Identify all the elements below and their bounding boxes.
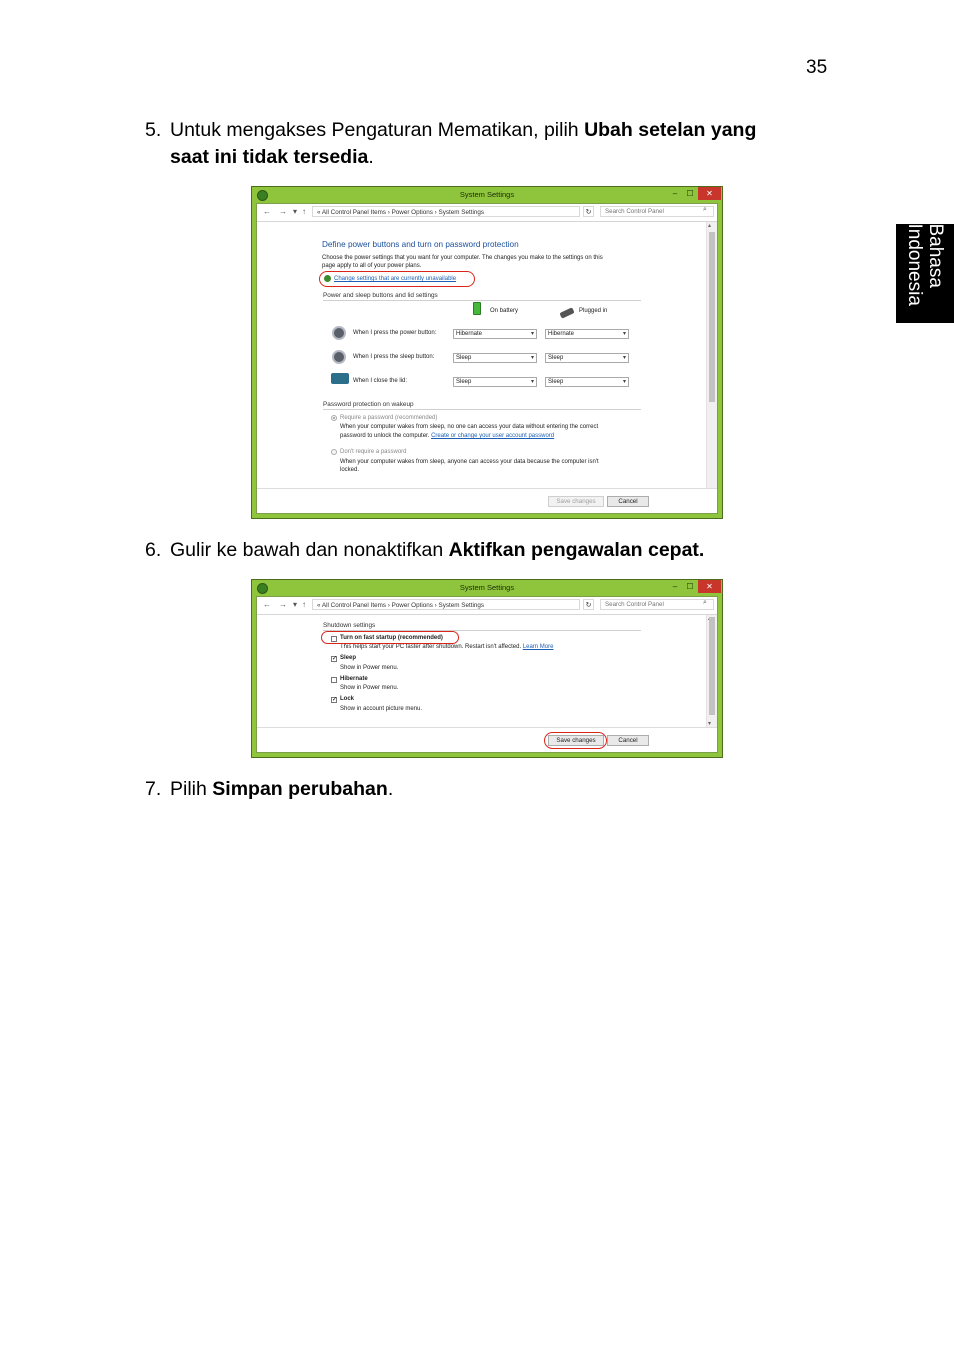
breadcrumb-item[interactable]: Power Options bbox=[391, 209, 433, 216]
search-icon: ⌕ bbox=[703, 206, 707, 213]
up-arrow-icon[interactable]: ↑ bbox=[302, 600, 306, 609]
divider bbox=[323, 409, 641, 410]
require-password-label: Require a password (recommended) bbox=[340, 415, 438, 421]
breadcrumb-separator: › bbox=[434, 602, 437, 609]
breadcrumb-item[interactable]: All Control Panel Items bbox=[321, 209, 386, 216]
back-arrow-icon[interactable]: ← bbox=[263, 600, 271, 609]
power-button-icon bbox=[332, 326, 346, 340]
minimize-button[interactable]: – bbox=[672, 582, 678, 591]
step-6 bbox=[145, 537, 704, 564]
page-heading: Define power buttons and turn on password protection bbox=[322, 240, 519, 249]
window-title: System Settings bbox=[459, 583, 515, 592]
select-value: Sleep bbox=[548, 355, 564, 361]
close-button[interactable]: ✕ bbox=[698, 187, 721, 200]
chevron-down-icon: ▾ bbox=[530, 379, 534, 385]
section-password-label: Password protection on wakeup bbox=[323, 401, 414, 408]
breadcrumb-separator: › bbox=[387, 209, 390, 216]
breadcrumb-item[interactable]: System Settings bbox=[438, 209, 484, 216]
step-6-bold: Aktifkan pengawalan cepat. bbox=[448, 539, 705, 561]
forward-arrow-icon[interactable]: → bbox=[279, 207, 287, 216]
plug-icon bbox=[559, 307, 574, 318]
select-value: Sleep bbox=[456, 379, 472, 385]
description-line1: Choose the power settings that you want for your computer. The changes you make to the settings on this bbox=[322, 255, 603, 261]
cancel-button[interactable]: Cancel bbox=[607, 735, 649, 746]
require-password-radio[interactable] bbox=[331, 415, 337, 421]
step-7-end: . bbox=[387, 778, 394, 800]
step-5-end: . bbox=[368, 146, 374, 168]
col-on-battery: On battery bbox=[490, 308, 519, 314]
breadcrumb-prefix: « bbox=[317, 209, 321, 216]
no-password-radio[interactable] bbox=[331, 449, 337, 455]
back-arrow-icon[interactable]: ← bbox=[263, 207, 271, 216]
lid-battery-select[interactable] bbox=[453, 377, 537, 387]
highlight-oval bbox=[321, 631, 459, 644]
recent-dropdown-icon[interactable]: ▾ bbox=[293, 207, 298, 216]
fast-startup-desc bbox=[340, 644, 553, 650]
window-body bbox=[256, 203, 718, 514]
step-5 bbox=[145, 117, 756, 171]
step-7 bbox=[145, 776, 393, 803]
desc-text: This helps start your PC faster after shutdown. Restart isn't affected. bbox=[340, 644, 523, 650]
recent-dropdown-icon[interactable]: ▾ bbox=[293, 600, 298, 609]
scroll-thumb[interactable] bbox=[709, 232, 715, 402]
chevron-down-icon: ▾ bbox=[622, 379, 626, 385]
no-password-label: Don't require a password bbox=[340, 449, 407, 455]
battery-icon bbox=[473, 302, 481, 315]
select-value: Hibernate bbox=[548, 331, 575, 337]
require-password-desc2 bbox=[340, 433, 554, 439]
lock-checkbox[interactable]: ✓ bbox=[332, 697, 338, 703]
footer bbox=[257, 727, 717, 752]
cancel-button[interactable]: Cancel bbox=[607, 496, 649, 507]
description-line2: page apply to all of your power plans. bbox=[322, 263, 422, 269]
step-7-number: 7. bbox=[145, 778, 162, 800]
search-input[interactable] bbox=[600, 599, 714, 610]
step-5-bold-a: Ubah setelan yang bbox=[584, 119, 757, 141]
save-changes-button[interactable]: Save changes bbox=[548, 735, 604, 746]
step-7-bold: Simpan perubahan bbox=[212, 778, 388, 800]
scroll-down-icon[interactable]: ▾ bbox=[708, 721, 712, 727]
fast-startup-label: Turn on fast startup (recommended) bbox=[340, 635, 443, 641]
step-5-bold-b: saat ini tidak tersedia bbox=[170, 146, 369, 168]
lock-desc: Show in account picture menu. bbox=[340, 706, 423, 712]
screenshot-system-settings-2 bbox=[251, 579, 723, 758]
learn-more-link[interactable]: Learn More bbox=[522, 644, 554, 650]
step-5-text: Untuk mengakses Pengaturan Mematikan, pilih bbox=[170, 119, 585, 141]
breadcrumb[interactable] bbox=[312, 206, 580, 217]
content-area bbox=[257, 615, 705, 725]
breadcrumb-item[interactable]: All Control Panel Items bbox=[321, 602, 386, 609]
no-password-desc1: When your computer wakes from sleep, anyone can access your data because the computer isn't bbox=[340, 459, 599, 465]
chevron-down-icon: ▾ bbox=[622, 355, 626, 361]
side-tab-line2: Indonesia bbox=[904, 223, 925, 306]
address-bar bbox=[257, 204, 717, 222]
title-bar bbox=[252, 580, 722, 596]
breadcrumb-item[interactable]: System Settings bbox=[438, 602, 484, 609]
breadcrumb-separator: › bbox=[434, 209, 437, 216]
forward-arrow-icon[interactable]: → bbox=[279, 600, 287, 609]
maximize-button[interactable]: ☐ bbox=[686, 189, 694, 198]
laptop-lid-icon bbox=[331, 373, 349, 384]
side-tab bbox=[896, 224, 954, 323]
select-value: Hibernate bbox=[456, 331, 483, 337]
refresh-icon[interactable]: ↻ bbox=[583, 599, 594, 610]
close-button[interactable]: ✕ bbox=[698, 580, 721, 593]
section-power-label: Power and sleep buttons and lid settings bbox=[323, 292, 438, 299]
step-6-number: 6. bbox=[145, 539, 162, 561]
search-icon: ⌕ bbox=[703, 599, 707, 606]
window-title: System Settings bbox=[459, 190, 515, 199]
highlight-oval bbox=[544, 732, 607, 749]
lock-label: Lock bbox=[340, 696, 355, 702]
row-label: When I press the sleep button: bbox=[353, 354, 435, 360]
screenshot-system-settings-1 bbox=[251, 186, 723, 519]
highlight-oval bbox=[319, 271, 475, 287]
desc-text: password to unlock the computer. bbox=[340, 433, 432, 439]
breadcrumb-separator: › bbox=[387, 602, 390, 609]
col-plugged-in: Plugged in bbox=[579, 308, 608, 314]
scroll-up-icon[interactable]: ▴ bbox=[708, 223, 712, 229]
breadcrumb-item[interactable]: Power Options bbox=[391, 602, 433, 609]
chevron-down-icon: ▾ bbox=[622, 331, 626, 337]
change-settings-link[interactable]: Change settings that are currently unavailable bbox=[334, 276, 457, 282]
scroll-thumb[interactable] bbox=[709, 617, 715, 715]
lid-plugged-select[interactable] bbox=[545, 377, 629, 387]
create-password-link[interactable]: Create or change your user account password bbox=[431, 433, 555, 439]
section-shutdown-label: Shutdown settings bbox=[323, 622, 376, 629]
power-button-plugged-select[interactable] bbox=[545, 329, 629, 339]
window-body bbox=[256, 596, 718, 753]
save-changes-button[interactable]: Save changes bbox=[548, 496, 604, 507]
minimize-button[interactable]: – bbox=[672, 189, 678, 198]
divider bbox=[323, 300, 641, 301]
hibernate-desc: Show in Power menu. bbox=[340, 685, 399, 691]
sleep-button-battery-select[interactable] bbox=[453, 353, 537, 363]
select-value: Sleep bbox=[548, 379, 564, 385]
row-label: When I press the power button: bbox=[353, 330, 437, 336]
step-7-text: Pilih bbox=[170, 778, 213, 800]
maximize-button[interactable]: ☐ bbox=[686, 582, 694, 591]
page-number: 35 bbox=[806, 57, 828, 78]
side-tab-line1: Bahasa bbox=[925, 223, 946, 288]
power-button-battery-select[interactable] bbox=[453, 329, 537, 339]
footer bbox=[257, 488, 717, 513]
address-bar bbox=[257, 597, 717, 615]
refresh-icon[interactable]: ↻ bbox=[583, 206, 594, 217]
row-label: When I close the lid: bbox=[353, 378, 408, 384]
scrollbar[interactable] bbox=[706, 615, 717, 727]
chevron-down-icon: ▾ bbox=[530, 355, 534, 361]
sleep-checkbox[interactable]: ✓ bbox=[332, 656, 338, 662]
sleep-label: Sleep bbox=[340, 655, 357, 661]
title-bar bbox=[252, 187, 722, 203]
sleep-button-plugged-select[interactable] bbox=[545, 353, 629, 363]
require-password-desc1: When your computer wakes from sleep, no one can access your data without entering the correct bbox=[340, 424, 599, 430]
search-input[interactable] bbox=[600, 206, 714, 217]
step-6-text: Gulir ke bawah dan nonaktifkan bbox=[170, 539, 449, 561]
up-arrow-icon[interactable]: ↑ bbox=[302, 207, 306, 216]
breadcrumb-prefix: « bbox=[317, 602, 321, 609]
no-password-desc2: locked. bbox=[340, 467, 360, 473]
step-5-number: 5. bbox=[145, 119, 162, 141]
hibernate-checkbox[interactable] bbox=[331, 677, 337, 683]
hibernate-label: Hibernate bbox=[340, 676, 368, 682]
sleep-desc: Show in Power menu. bbox=[340, 665, 399, 671]
content-area bbox=[257, 222, 705, 492]
sleep-button-icon bbox=[332, 350, 346, 364]
chevron-down-icon: ▾ bbox=[530, 331, 534, 337]
scrollbar[interactable] bbox=[706, 222, 717, 494]
select-value: Sleep bbox=[456, 355, 472, 361]
breadcrumb[interactable] bbox=[312, 599, 580, 610]
